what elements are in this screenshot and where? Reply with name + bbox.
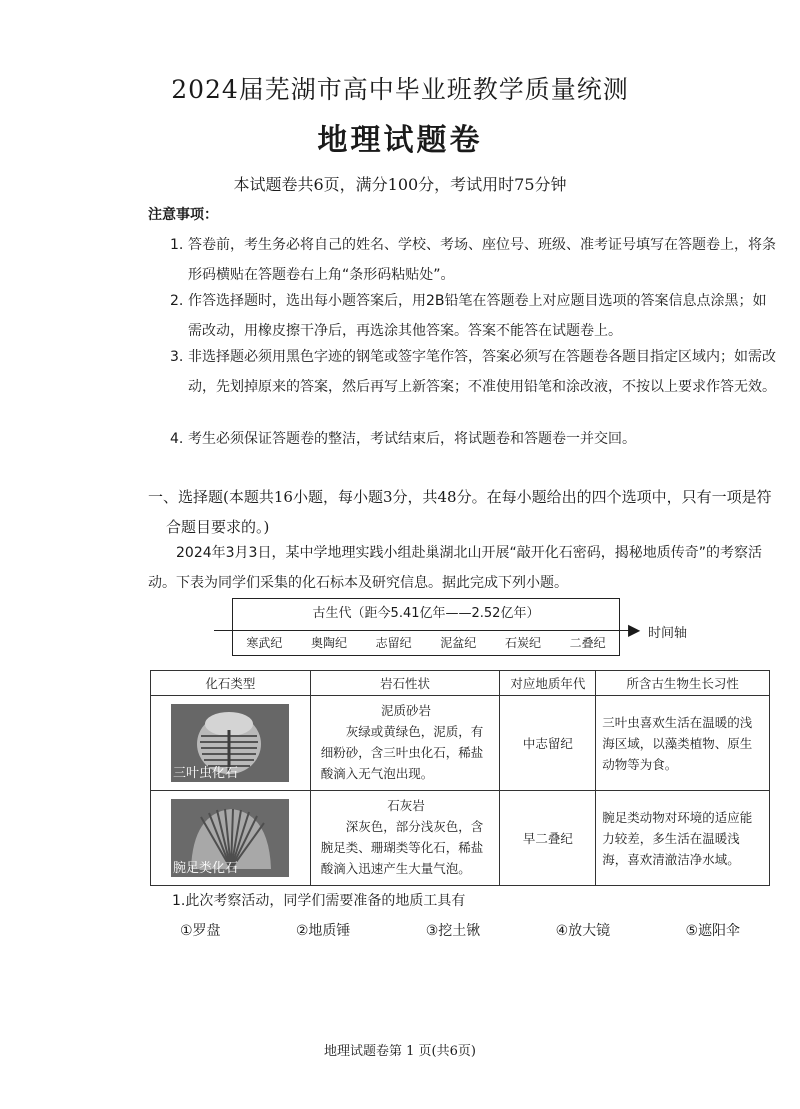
fossil-image-caption: 腕足类化石 bbox=[173, 861, 239, 876]
table-header: 岩石性状 bbox=[310, 671, 500, 696]
organism-habit: 三叶虫喜欢生活在温暖的浅海区域，以藻类植物、原生动物等为食。 bbox=[596, 696, 770, 791]
rock-description: 灰绿或黄绿色，泥质，有细粉砂，含三叶虫化石，稀盐酸滴入无气泡出现。 bbox=[320, 724, 484, 781]
rock-cell bbox=[310, 791, 500, 886]
period-label: 寒武纪 bbox=[246, 636, 283, 650]
notes-heading: 注意事项： bbox=[148, 207, 218, 223]
rock-cell bbox=[310, 696, 500, 791]
rock-name: 石灰岩 bbox=[387, 798, 425, 813]
option-item: ①罗盘 bbox=[180, 923, 221, 939]
rock-description: 深灰色，部分浅灰色，含腕足类、珊瑚类等化石，稀盐酸滴入迅速产生大量气泡。 bbox=[320, 819, 484, 876]
table-header: 化石类型 bbox=[151, 671, 311, 696]
table-header: 对应地质年代 bbox=[500, 671, 596, 696]
period-label: 二叠纪 bbox=[569, 636, 606, 650]
table-row bbox=[151, 696, 770, 791]
table-header: 所含古生物生长习性 bbox=[596, 671, 770, 696]
note-number: 1. bbox=[170, 237, 184, 253]
question-stem: 1.此次考察活动，同学们需要准备的地质工具有 bbox=[172, 893, 466, 909]
fossil-image-caption: 三叶虫化石 bbox=[173, 766, 239, 781]
page-footer: 地理试题卷第 1 页(共6页) bbox=[324, 1044, 476, 1059]
note-item bbox=[170, 424, 780, 454]
exam-title: 2024届芜湖市高中毕业班教学质量统测 bbox=[171, 75, 629, 104]
subject-title: 地理试题卷 bbox=[317, 123, 483, 158]
note-number: 3. bbox=[170, 349, 184, 365]
question-intro: 2024年3月3日，某中学地理实践小组赴巢湖北山开展“敲开化石密码，揭秘地质传奇”的考察活动。下表为同学们采集的化石标本及研究信息。据此完成下列小题。 bbox=[148, 545, 762, 591]
fossil-table bbox=[150, 670, 770, 886]
note-text: 作答选择题时，选出每小题答案后，用2B铅笔在答题卷上对应题目选项的答案信息点涂黑；如需改动，用橡皮擦干净后，再选涂其他答案。答案不能答在试题卷上。 bbox=[188, 293, 767, 339]
period-label: 志留纪 bbox=[375, 636, 412, 650]
section-heading bbox=[148, 482, 780, 542]
timeline-era-label: 古生代（距今5.41亿年——2.52亿年） bbox=[312, 606, 540, 621]
fossil-image-cell bbox=[151, 791, 311, 886]
note-number: 4. bbox=[170, 431, 184, 447]
period-label: 泥盆纪 bbox=[440, 636, 477, 650]
option-item: ④放大镜 bbox=[555, 923, 611, 939]
note-item bbox=[170, 286, 780, 346]
table-row bbox=[151, 791, 770, 886]
question-options bbox=[180, 920, 740, 940]
geologic-age: 早二叠纪 bbox=[500, 791, 596, 886]
note-item bbox=[170, 342, 780, 402]
organism-habit: 腕足类动物对环境的适应能力较差，多生活在温暖浅海，喜欢清澈洁净水域。 bbox=[596, 791, 770, 886]
timeline-axis-label: 时间轴 bbox=[648, 626, 688, 641]
timeline-periods bbox=[232, 634, 620, 651]
arrow-right-icon: ▶ bbox=[628, 620, 641, 639]
note-item bbox=[170, 230, 780, 290]
section-heading-text: 一、选择题(本题共16小题，每小题3分，共48分。在每小题给出的四个选项中，只有一项是符合题目要求的。) bbox=[148, 488, 772, 536]
geologic-age: 中志留纪 bbox=[500, 696, 596, 791]
option-item: ②地质锤 bbox=[295, 923, 351, 939]
timeline-axis-line bbox=[214, 630, 634, 631]
fossil-image-cell bbox=[151, 696, 311, 791]
option-item: ③挖土锹 bbox=[425, 923, 481, 939]
note-number: 2. bbox=[170, 293, 184, 309]
option-item: ⑤遮阳伞 bbox=[685, 923, 740, 939]
rock-name: 泥质砂岩 bbox=[381, 703, 432, 718]
exam-subtitle: 本试题卷共6页，满分100分，考试用时75分钟 bbox=[233, 175, 567, 194]
period-label: 奥陶纪 bbox=[310, 636, 347, 650]
note-text: 非选择题必须用黑色字迹的钢笔或签字笔作答，答案必须写在答题卷各题目指定区域内；如需改动，先划掉原来的答案，然后再写上新答案；不准使用铅笔和涂改液，不按以上要求作答无效。 bbox=[188, 349, 776, 395]
note-text: 答卷前，考生务必将自己的姓名、学校、考场、座位号、班级、准考证号填写在答题卷上，将条形码横贴在答题卷右上角“条形码粘贴处”。 bbox=[188, 237, 776, 283]
period-label: 石炭纪 bbox=[504, 636, 541, 650]
table-header-row bbox=[151, 671, 770, 696]
note-text: 考生必须保证答题卷的整洁，考试结束后，将试题卷和答题卷一并交回。 bbox=[188, 431, 636, 447]
